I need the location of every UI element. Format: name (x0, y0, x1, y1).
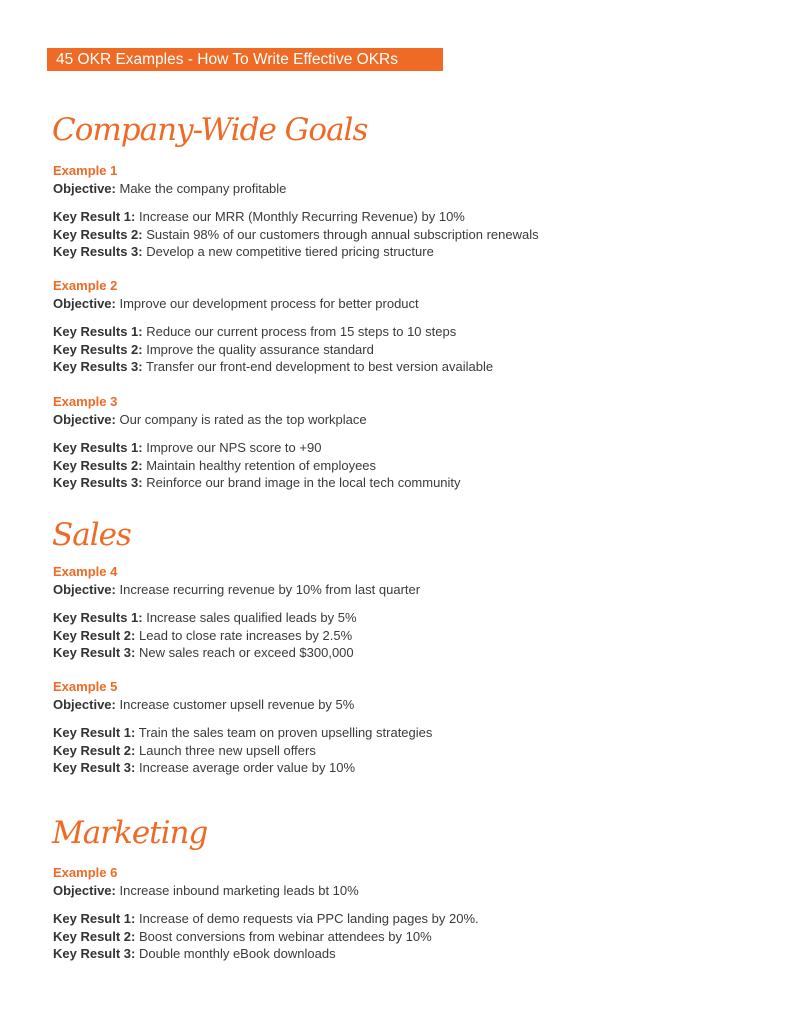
example-block (53, 563, 420, 662)
key-result-label: Key Result 1: (53, 725, 136, 740)
objective-text: Increase inbound marketing leads bt 10% (119, 882, 359, 898)
key-result-label: Key Results 3: (53, 244, 143, 259)
key-result-label: Key Results 2: (53, 341, 143, 357)
objective-line (53, 411, 461, 429)
objective-label: Objective: (53, 882, 116, 898)
key-result-label: Key Results 1: (53, 440, 143, 455)
key-result-line (53, 627, 420, 645)
objective-text: Our company is rated as the top workplace (119, 411, 367, 427)
example-label: Example 6 (53, 865, 118, 880)
key-result-text: Increase of demo requests via PPC landing pages by 20%. (139, 911, 479, 926)
objective-label: Objective: (53, 180, 116, 196)
objective-label: Objective: (53, 411, 116, 427)
objective-line (53, 295, 493, 313)
objective-line (53, 882, 479, 900)
example-block (53, 162, 539, 261)
example-block (53, 277, 493, 376)
key-result-text: Reduce our current process from 15 steps to 10 steps (146, 324, 457, 339)
key-result-text: Transfer our front-end development to best version available (145, 359, 494, 374)
key-result-label: Key Result 2: (53, 928, 136, 944)
key-result-line (53, 928, 479, 946)
objective-line (53, 581, 420, 599)
key-result-text: Increase our MRR (Monthly Recurring Revenue) by 10% (139, 209, 465, 224)
objective-label: Objective: (53, 295, 116, 311)
key-result-line (53, 742, 432, 760)
example-label: Example 5 (53, 679, 118, 694)
key-result-line (53, 323, 493, 341)
key-result-label: Key Results 2: (53, 226, 143, 242)
page-banner: 45 OKR Examples - How To Write Effective OKRs (47, 48, 443, 71)
key-result-label: Key Results 3: (53, 359, 143, 374)
key-result-label: Key Results 1: (53, 324, 143, 339)
key-result-text: Train the sales team on proven upselling strategies (138, 725, 433, 740)
key-result-label: Key Result 2: (53, 742, 136, 758)
key-result-label: Key Result 3: (53, 946, 136, 961)
key-result-text: Develop a new competitive tiered pricing structure (146, 244, 434, 259)
key-result-text: Double monthly eBook downloads (139, 946, 336, 961)
key-result-text: Launch three new upsell offers (139, 742, 316, 758)
key-result-line (53, 439, 461, 457)
key-result-text: Lead to close rate increases by 2.5% (139, 627, 353, 643)
key-result-label: Key Result 1: (53, 911, 136, 926)
key-result-line (53, 759, 432, 777)
key-result-line (53, 474, 461, 492)
key-result-line (53, 724, 432, 742)
key-result-label: Key Results 1: (53, 610, 143, 625)
objective-line (53, 180, 539, 198)
section-title-company-wide: Company-Wide Goals (52, 112, 368, 148)
key-result-label: Key Result 2: (53, 627, 136, 643)
key-result-line (53, 609, 420, 627)
key-result-text: New sales reach or exceed $300,000 (139, 645, 354, 660)
example-block (53, 393, 461, 492)
objective-text: Increase customer upsell revenue by 5% (119, 696, 355, 712)
key-result-line (53, 644, 420, 662)
objective-line (53, 696, 432, 714)
key-result-text: Improve the quality assurance standard (146, 341, 374, 357)
key-result-text: Reinforce our brand image in the local tech community (146, 475, 461, 490)
key-result-line (53, 910, 479, 928)
key-result-line (53, 341, 493, 359)
objective-text: Make the company profitable (119, 180, 287, 196)
key-result-text: Increase average order value by 10% (139, 760, 356, 775)
key-result-line (53, 945, 479, 963)
example-label: Example 2 (53, 278, 118, 293)
key-result-line (53, 208, 539, 226)
key-result-label: Key Results 2: (53, 457, 143, 473)
key-result-line (53, 226, 539, 244)
objective-label: Objective: (53, 696, 116, 712)
key-result-text: Improve our NPS score to +90 (146, 440, 322, 455)
key-result-label: Key Result 1: (53, 209, 136, 224)
example-label: Example 3 (53, 394, 118, 409)
key-result-text: Increase sales qualified leads by 5% (146, 610, 357, 625)
objective-text: Increase recurring revenue by 10% from last quarter (119, 581, 421, 597)
section-title-sales: Sales (52, 517, 131, 553)
objective-label: Objective: (53, 581, 116, 597)
key-result-label: Key Result 3: (53, 760, 136, 775)
key-result-text: Sustain 98% of our customers through annual subscription renewals (146, 226, 539, 242)
example-block (53, 864, 479, 963)
example-block (53, 678, 432, 777)
key-result-line (53, 243, 539, 261)
example-label: Example 4 (53, 564, 118, 579)
example-label: Example 1 (53, 163, 118, 178)
key-result-label: Key Result 3: (53, 645, 136, 660)
key-result-line (53, 358, 493, 376)
key-result-line (53, 457, 461, 475)
section-title-marketing: Marketing (52, 815, 208, 851)
key-result-text: Boost conversions from webinar attendees by 10% (139, 928, 432, 944)
objective-text: Improve our development process for better product (119, 295, 419, 311)
key-result-text: Maintain healthy retention of employees (146, 457, 377, 473)
key-result-label: Key Results 3: (53, 475, 143, 490)
